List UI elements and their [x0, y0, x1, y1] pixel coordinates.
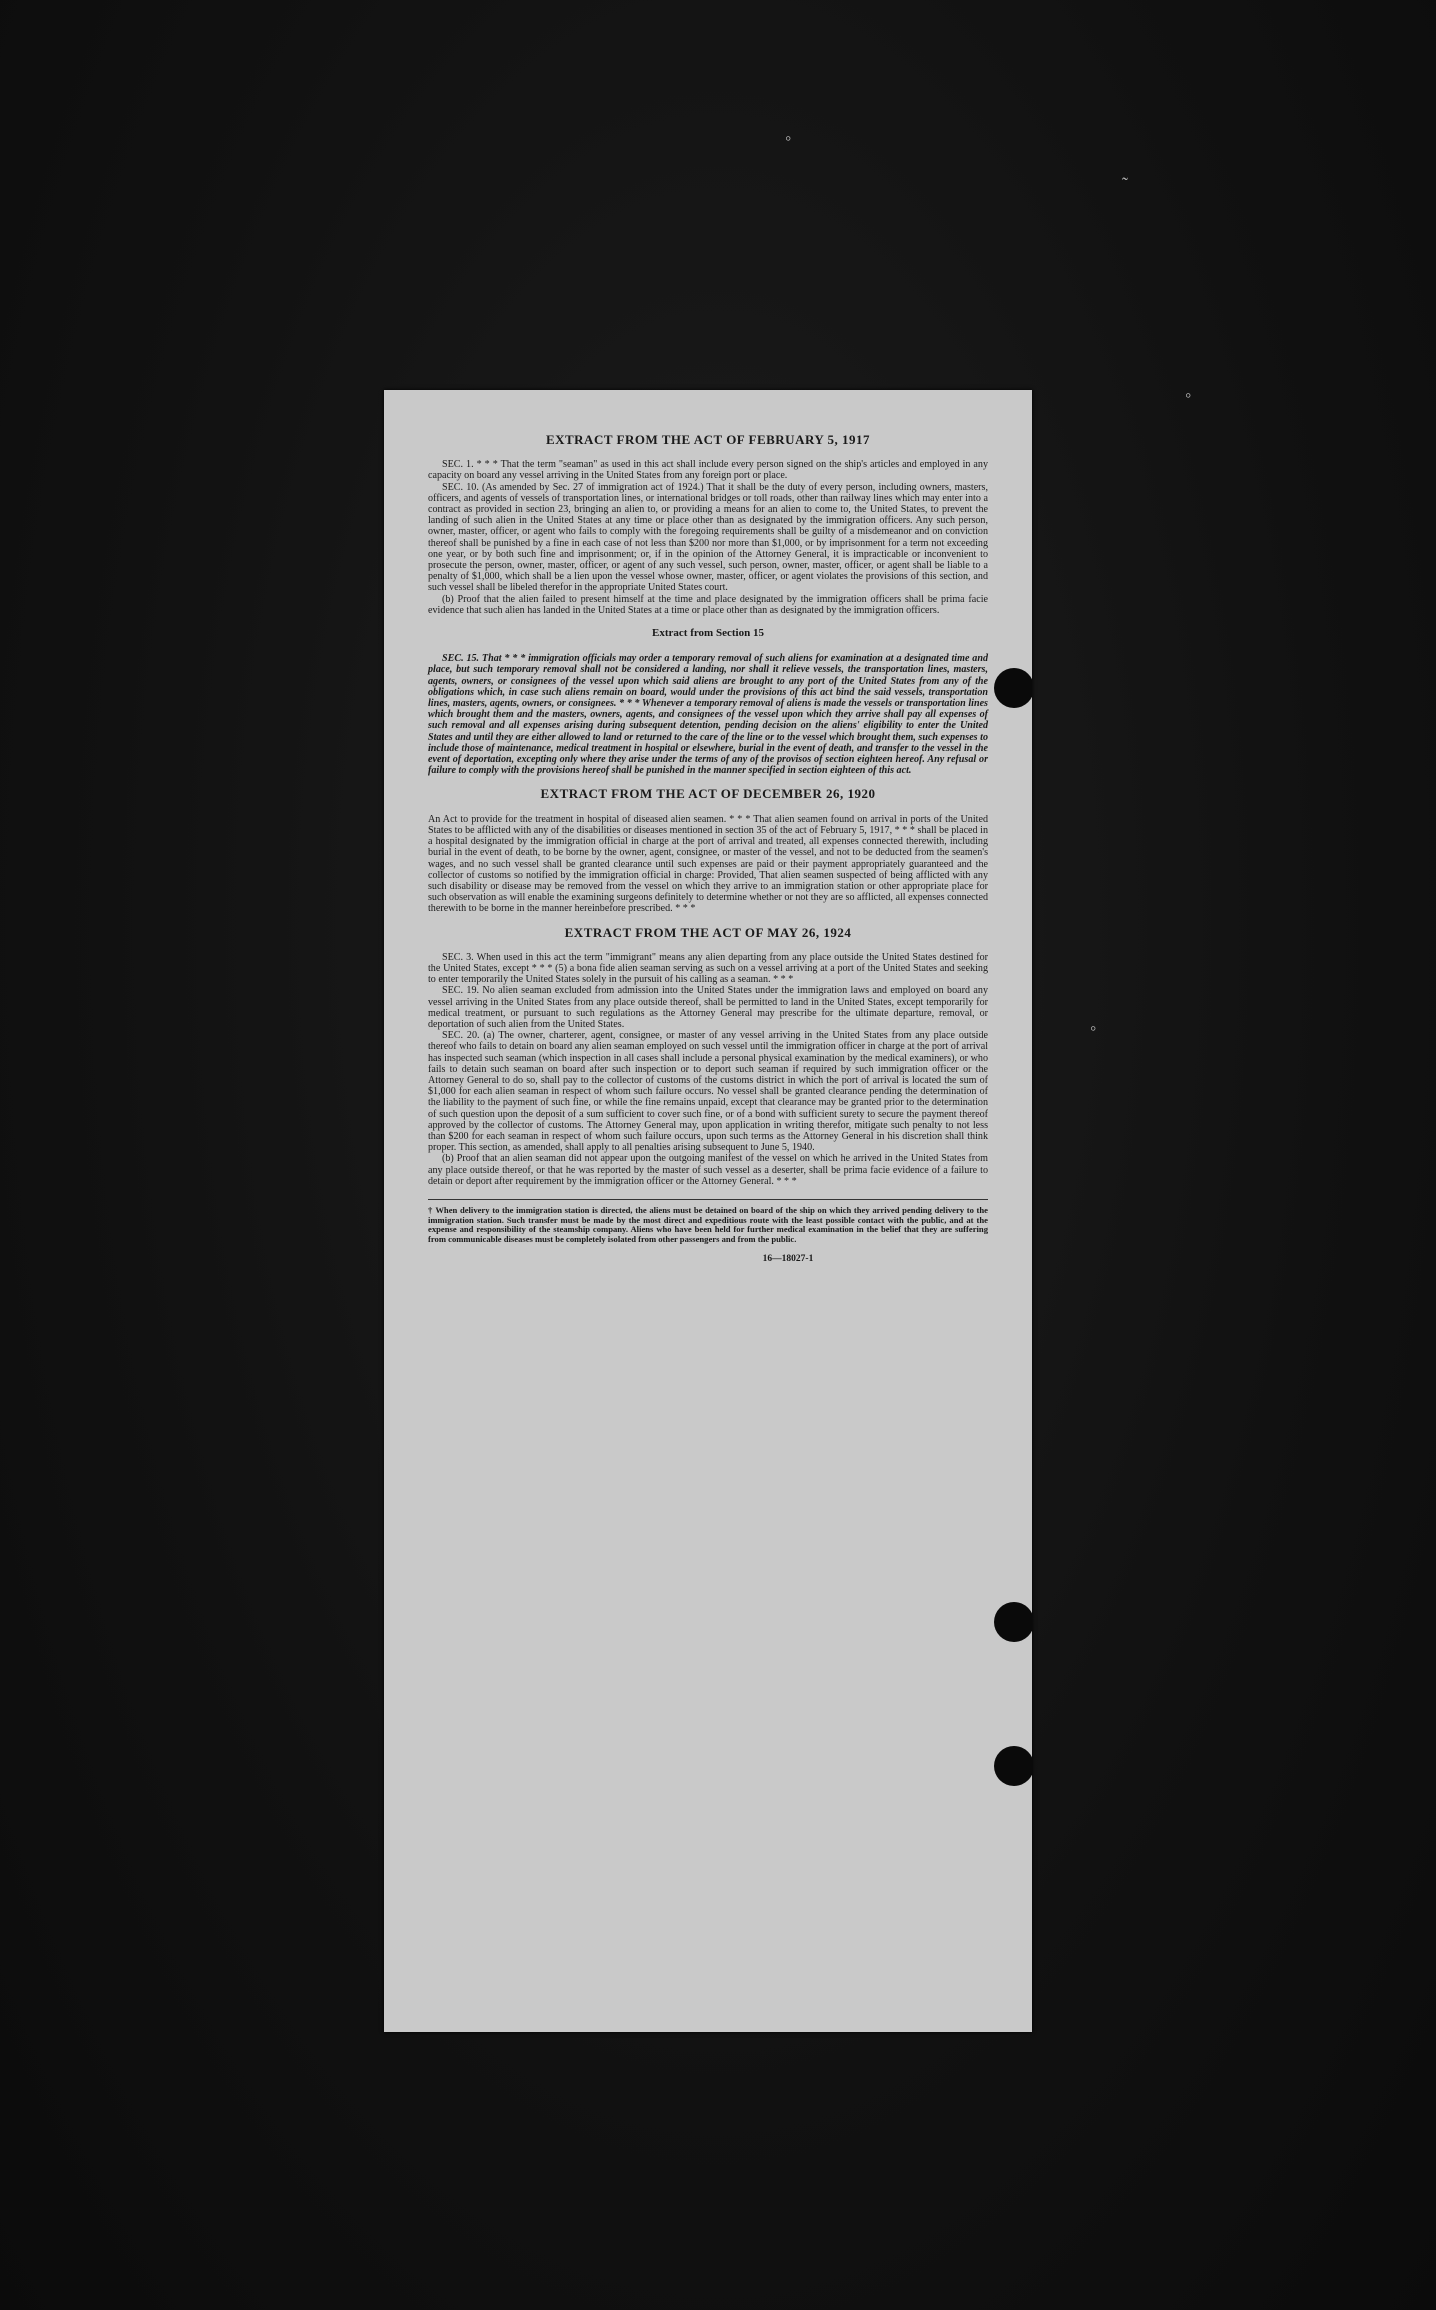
sec10b-text: (b) Proof that the alien failed to present himself at the time and place designated by the immigration officers shall be prima facie evidence that such alien has landed in the United States at a time or place other than as designated by the immigration officers. — [428, 593, 988, 616]
form-number: 16—18027-1 — [762, 1254, 814, 1265]
section-act-1917 — [428, 434, 988, 616]
act1920-text: An Act to provide for the treatment in hospital of diseased alien seamen. * * * That alien seamen found on arrival in ports of the United States to be afflicted with any of the disabilities or diseases mentioned in section 35 of the act of February 5, 1917, * * * shall be placed in a hospital designated by the immigration official in charge at the port of arrival and treated, all expenses connected therewith, including burial in the event of death, to be borne by the owner, agent, consignee, or master of the vessel, and not to be deducted from the seamen's wages, and no such vessel shall be granted clearance until such expenses are paid or their payment appropriately guaranteed and the collector of customs so notified by the immigration official in charge: Provided, That alien seamen suspected of being afflicted with any such disability or disease may be removed from the vessel on which they arrive to an immigration station or other appropriate place for such observation as will enable the examining surgeons definitely to determine whether or not they are so afflicted, all expenses connected therewith to be borne in the manner hereinbefore prescribed. * * * — [428, 813, 988, 915]
dust-speck: ◦ — [1090, 1018, 1097, 1038]
sec10-text: SEC. 10. (As amended by Sec. 27 of immigration act of 1924.) That it shall be the duty of every person, including owners, masters, officers, and agents of vessels of transportation lines, or international bridges or toll roads, other than railway lines which may enter into a contract as provided in section 23, bringing an alien to, or providing a means for an alien to come to, the United States, to prevent the landing of such alien in the United States at any time or place other than as designated by the immigration officers. Any such person, owner, master, officer, or agent who fails to comply with the foregoing requirements shall be guilty of a misdemeanor and on conviction thereof shall be punished by a fine in each case of not less than $200 nor more than $1,000, or by imprisonment for a term not exceeding one year, or by both such fine and imprisonment; or, if in the opinion of the Attorney General, it is impracticable or inconvenient to prosecute the person, owner, master, officer, or agent of any such vessel, such person, owner, master, officer, or agent shall be liable to a penalty of $1,000, which shall be a lien upon the vessel whose owner, master, officer, or agent violates the provisions of this section, and such vessel shall be libeled therefor in the appropriate United States court. — [428, 481, 988, 594]
sec3-text: SEC. 3. When used in this act the term "immigrant" means any alien departing from any place outside the United States destined for the United States, except * * * (5) a bona fide alien seaman serving as such on a vessel arriving at a port of the United States and seeking to enter temporarily the United States solely in the pursuit of his calling as a seaman. * * * — [428, 951, 988, 986]
section-act-1924 — [428, 924, 988, 1187]
heading-act-1920: EXTRACT FROM THE ACT OF DECEMBER 26, 1920 — [540, 786, 876, 802]
dust-speck: ˜ — [1122, 174, 1128, 194]
footnote: † When delivery to the immigration station is directed, the aliens must be detained on board of the ship on which they arrived pending delivery to the immigration station. Such transfer must be made by the most direct and expeditious route with the least possible contact with the public, and at the expense and responsibility of the steamship company. Aliens who have been held for further medical examination in the belief that they are suffering from communicable diseases must be completely isolated from other passengers and from the public. — [428, 1199, 988, 1244]
document-page — [384, 390, 1032, 2032]
punch-hole — [994, 668, 1032, 708]
sec15-text: SEC. 15. That * * * immigration officials may order a temporary removal of such aliens for examination at a designated time and place, but such temporary removal shall not be considered a landing, nor shall it relieve vessels, the transportation lines, masters, agents, owners, or consignees of the vessel upon which said aliens are brought to any port of the United States from any of the obligations which, in case such aliens remain on board, would under the provisions of this act bind the said vessels, transportation lines, masters, agents, owners, or consignees. * * * Whenever a temporary removal of aliens is made the vessels or transportation lines which brought them and the masters, owners, agents, and consignees of the vessel upon which they arrive shall pay all expenses of such removal and all expenses arising during subsequent detention, pending decision on the aliens' eligibility to enter the United States and until they are either allowed to land or returned to the care of the line or to the vessel which brought them, such expenses to include those of maintenance, medical treatment in hospital or elsewhere, burial in the event of death, and transfer to the vessel in the event of deportation, excepting only where they arise under the terms of any of the provisos of section eighteen hereof. Any refusal or failure to comply with the provisions hereof shall be punished in the manner specified in section eighteen of this act. — [428, 653, 988, 777]
sec1-text: SEC. 1. * * * That the term "seaman" as used in this act shall include every person signed on the ship's articles and employed in any capacity on board any vessel arriving in the United States from any foreign port or place. — [428, 459, 988, 482]
section-act-1920 — [428, 788, 988, 914]
heading-act-1917: EXTRACT FROM THE ACT OF FEBRUARY 5, 1917 — [545, 432, 871, 447]
subheading-section-15: Extract from Section 15 — [652, 627, 764, 640]
sec20b-text: (b) Proof that an alien seaman did not appear upon the outgoing manifest of the vessel on which he arrived in the United States from any place outside thereof, or that he was reported by the master of such vessel as a deserter, shall be prima facie evidence of a failure to detain or deport after requirement by the immigration officer or the Attorney General. * * * — [428, 1153, 988, 1187]
section-15 — [428, 628, 988, 776]
dust-speck: ◦ — [785, 128, 792, 148]
dust-speck: ◦ — [1185, 385, 1192, 405]
punch-hole — [994, 1602, 1032, 1642]
heading-act-1924: EXTRACT FROM THE ACT OF MAY 26, 1924 — [564, 924, 852, 940]
sec19-text: SEC. 19. No alien seaman excluded from admission into the United States under the immigration laws and employed on board any vessel arriving in the United States from any place outside thereof, shall be permitted to land in the United States, except temporarily for medical treatment, or pursuant to such regulations as the Attorney General may prescribe for the ultimate departure, removal, or deportation of such alien from the United States. — [428, 985, 988, 1030]
sec20a-text: SEC. 20. (a) The owner, charterer, agent, consignee, or master of any vessel arriving in the United States from any place outside thereof who fails to detain on board any alien seaman employed on such vessel until the immigration officer in charge at the port of arrival has inspected such seaman (which inspection in all cases shall include a personal physical examination by the medical examiners), or who fails to detain such seaman on board after such inspection or to deport such seaman if required by such immigration officer or the Attorney General to do so, shall pay to the collector of customs of the customs district in which the port of arrival is located the sum of $1,000 for each alien seaman in respect of whom such failure occurs. No vessel shall be granted clearance pending the determination of the liability to the payment of such fine, or while the fine remains unpaid, except that clearance may be granted prior to the determination of such question upon the deposit of a sum sufficient to cover such fine, or of a bond with sufficient surety to secure the payment thereof approved by the collector of customs. The Attorney General may, upon application in writing therefor, mitigate such penalty to not less than $200 for each seaman in respect of whom such failure occurs, upon such terms as the Attorney General in his discretion shall think proper. This section, as amended, shall apply to all penalties arising subsequent to June 5, 1940. — [428, 1030, 988, 1154]
punch-hole — [994, 1746, 1032, 1786]
